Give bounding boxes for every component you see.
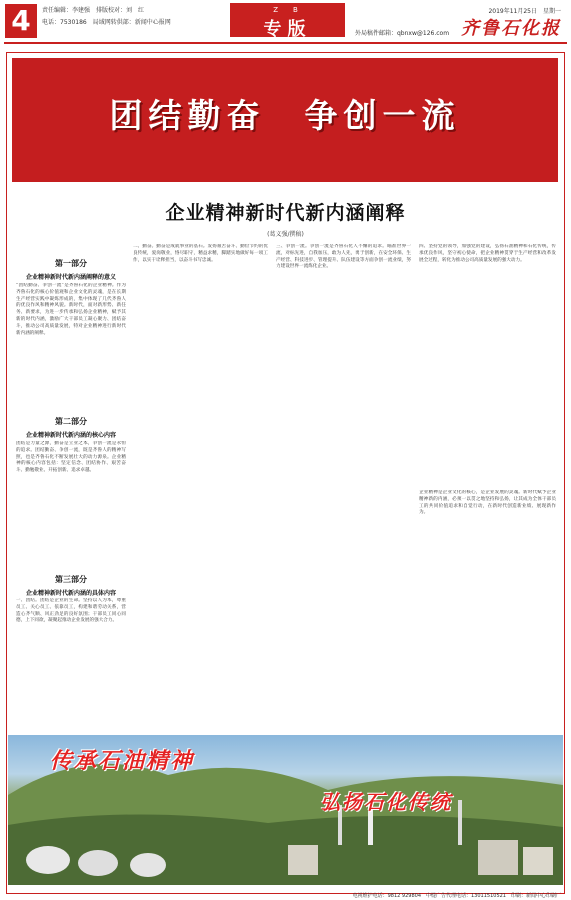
section-3-subtitle: 企业精神新时代新内涵的具体内容 <box>25 590 116 597</box>
section-1-heading <box>18 258 124 281</box>
page-number: 4 <box>5 4 37 38</box>
text-block-4: 二、勤奋。勤奋是成就事业的基石。发扬艰苦奋斗、勤俭节约的优良传统，爱岗敬业，恪尽职守，精益求精，脚踏实地做好每一项工作，以实干诠释担当，以奋斗书写忠诚。 <box>133 244 268 263</box>
newspaper-logo: 齐鲁石化报 <box>461 18 561 39</box>
zb-mark: Z B <box>273 6 302 14</box>
section-1-subtitle: 企业精神新时代新内涵阐释的意义 <box>25 274 116 281</box>
article-byline: (葛义强/撰稿) <box>267 231 304 238</box>
section-2-subtitle: 企业精神新时代新内涵的核心内容 <box>25 432 116 439</box>
slogan-left: 传承石油精神 <box>50 748 195 774</box>
section-2-heading <box>18 416 124 439</box>
section-3-heading <box>18 574 124 597</box>
header-rule <box>4 42 567 44</box>
section-3-part: 第三部分 <box>55 574 87 584</box>
footer-info: 电视维护电话：9812 929804 中缝广告代理电话：13011510521 印刷：新闻中心印刷厂 <box>352 893 561 899</box>
date-line: 2019年11月25日 星期一 <box>488 8 561 15</box>
slogan-right: 弘扬石化传统 <box>320 790 452 814</box>
editor-line: 责任编辑：李建强 排版校对：刘 红 <box>42 7 145 14</box>
edition-label: 专版 <box>263 19 312 40</box>
phone-line: 电话：7530186 局域网转供部：新闻中心报网 <box>42 19 171 26</box>
banner-text: 团结勤奋 争创一流 <box>109 96 461 135</box>
text-block-5: 三、争创一流。争创一流是齐鲁石化人不懈的追求。瞄准世界一流，对标先进，自我加压，敢为人先，勇于创新，在安全环保、生产经营、科技进步、管理提升、队伍建设等方面争创一流业绩，努力建设世界一流炼化企业。 <box>276 244 411 270</box>
section-2-part: 第二部分 <box>55 416 87 426</box>
text-block-2: 团结是力量之源，勤奋是立业之本，争创一流是永恒的追求。团结勤奋、争创一流，既是齐鲁人的精神写照，也是齐鲁石化不断发展壮大的动力源泉。企业精神的核心内容包括：坚定信念、团结协作、艰苦奋斗、勤勉敬业、开拓创新、追求卓越。 <box>16 441 126 474</box>
page-header <box>0 0 571 42</box>
email-line: 外局稿件邮箱：qbnxw@126.com <box>355 30 450 37</box>
edition-band <box>230 3 345 40</box>
text-block-7: 企业精神是企业文化的核心，是企业发展的灵魂。新时代赋予企业精神新的内涵，必须一以贯之地坚持和弘扬，让其成为全体干部员工的共同价值追求和自觉行动，在新时代创造新业绩、展现新作为。 <box>419 490 556 516</box>
article-title: 企业精神新时代新内涵阐释 <box>165 202 406 224</box>
text-block-1: “团结勤奋、争创一流”是齐鲁石化的企业精神。作为齐鲁石化的核心价值观和企业文化的灵魂，是在长期生产经营实践中凝炼形成的，集中体现了几代齐鲁人的优良作风和精神风貌。新时代，面对新形势、新任务、新要求，为进一步传承和弘扬企业精神，赋予其新的时代内涵，激励广大干部员工凝心聚力、团结奋斗，推动公司高质量发展，特对企业精神进行新时代新内涵的阐释。 <box>16 283 126 336</box>
text-block-6: 四、坚持党的领导，加强党的建设，弘扬石油精神和石化传统，传承优良作风，坚守初心使命，把企业精神贯穿于生产经营和改革发展全过程，转化为推动公司高质量发展的强大动力。 <box>419 244 556 263</box>
section-1-part: 第一部分 <box>55 258 87 268</box>
text-block-3: 一、团结。团结是企业的生命。坚持以人为本，尊重员工、关心员工、依靠员工，构建和谐劳动关系，营造心齐气顺、风正劲足的良好氛围；干部员工同心同德，上下同欲，凝聚起推动企业发展的强大合力。 <box>16 598 126 624</box>
slogan-banner <box>12 58 558 182</box>
